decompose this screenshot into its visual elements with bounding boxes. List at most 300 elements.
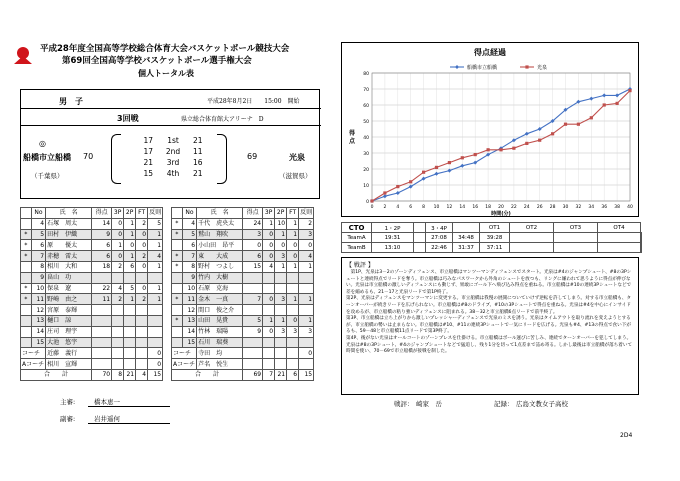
player-3p: 0 (112, 251, 124, 262)
total-fouls: 15 (299, 369, 314, 380)
data-point (422, 171, 425, 174)
player-name: 千代 虎央太 (197, 218, 243, 229)
player-fouls: 3 (299, 326, 314, 337)
player-ft (136, 272, 148, 283)
player-points: 18 (92, 261, 112, 272)
cto-value: 34:48 (453, 233, 480, 243)
cto-header-cell (414, 223, 426, 233)
player-3p (112, 305, 124, 316)
x-tick-label: 38 (614, 205, 620, 210)
cto-header-cell: 3・4P (426, 223, 453, 233)
player-row (21, 326, 163, 337)
starter-mark (21, 337, 32, 348)
cto-header-cell: CTO (342, 223, 372, 233)
player-number: 10 (31, 283, 45, 294)
x-tick-label: 2 (383, 205, 387, 210)
player-number: 9 (31, 272, 45, 283)
header-cell: 得点 (243, 208, 263, 219)
total-3p: 8 (112, 369, 124, 380)
staff-fouls: 0 (299, 348, 314, 359)
player-ft: 0 (136, 283, 148, 294)
player-name: 間口 俊之介 (197, 305, 243, 316)
data-point (460, 164, 464, 168)
x-tick-label: 8 (422, 205, 426, 210)
player-2p: 1 (275, 261, 287, 272)
starter-mark (21, 326, 32, 337)
staff-row (21, 359, 163, 370)
player-3p: 0 (112, 218, 124, 229)
player-points (92, 305, 112, 316)
total-ft: 4 (136, 369, 148, 380)
player-ft (287, 305, 299, 316)
cto-value (510, 243, 554, 253)
player-row (21, 315, 163, 326)
header-cell: FT (136, 208, 148, 219)
staff-empty (136, 359, 148, 370)
staff-empty (124, 359, 136, 370)
player-ft: 0 (136, 261, 148, 272)
starter-mark (21, 261, 32, 272)
player-points: 6 (92, 251, 112, 262)
x-tick-label: 10 (433, 205, 440, 210)
player-row (172, 283, 314, 294)
player-3p: 0 (112, 229, 124, 240)
x-tick-label: 4 (396, 205, 400, 210)
player-ft: 1 (287, 261, 299, 272)
player-points: 7 (243, 294, 263, 305)
period-b-score: 21 (193, 136, 203, 145)
player-2p: 1 (275, 229, 287, 240)
legend-label: 光泉 (537, 65, 548, 71)
starter-mark: * (172, 294, 183, 305)
data-point (603, 103, 606, 106)
data-point (525, 132, 529, 136)
staff-name: 芦名 悦生 (197, 359, 243, 370)
player-name: 竹内 大樹 (197, 272, 243, 283)
cto-team: TeamB (342, 243, 372, 253)
player-2p: 3 (275, 251, 287, 262)
data-point (590, 116, 593, 119)
cto-value (641, 243, 642, 253)
player-row (172, 251, 314, 262)
staff-empty (136, 348, 148, 359)
player-ft (136, 337, 148, 348)
team-a-name: 船橋市立船橋 (23, 153, 71, 162)
data-point (615, 93, 619, 97)
period-a-score: 17 (143, 147, 153, 156)
player-fouls: 1 (299, 294, 314, 305)
data-point (396, 185, 399, 188)
scorer-label: 記録： (494, 400, 514, 408)
cto-row (342, 233, 642, 243)
total-fouls: 15 (148, 369, 163, 380)
player-3p (263, 272, 275, 283)
player-fouls: 2 (299, 218, 314, 229)
player-row (21, 272, 163, 283)
total-3p: 7 (263, 369, 275, 380)
total-label: 合 計 (172, 369, 243, 380)
round-label: 3回戦 (117, 114, 139, 123)
commentary-box (341, 257, 639, 395)
player-2p (275, 337, 287, 348)
starter-mark: * (21, 229, 32, 240)
player-points: 9 (243, 326, 263, 337)
data-point (525, 142, 528, 145)
starter-mark: * (21, 251, 32, 262)
player-number: 7 (31, 251, 45, 262)
data-point (370, 199, 373, 202)
player-number: 4 (31, 218, 45, 229)
data-point (589, 97, 593, 101)
cto-value: 19:31 (372, 233, 414, 243)
player-2p: 1 (124, 229, 136, 240)
player-row (172, 240, 314, 251)
cto-value: 22:46 (426, 243, 453, 253)
player-name: 石川 瑞葵 (197, 337, 243, 348)
starter-mark (21, 218, 32, 229)
player-2p: 5 (124, 283, 136, 294)
header-cell: 反則 (300, 209, 313, 217)
header-cell (172, 208, 183, 219)
player-name: 樋口 諒 (46, 315, 92, 326)
player-number: 11 (182, 294, 196, 305)
period-label: 3rd (166, 158, 180, 167)
starter-mark: * (172, 261, 183, 272)
player-3p (263, 305, 275, 316)
player-row (172, 272, 314, 283)
player-row (21, 218, 163, 229)
y-tick-label: 40 (363, 136, 369, 141)
starter-mark: * (21, 294, 32, 305)
y-axis-label: 点 (348, 138, 356, 145)
header-cell: No (182, 208, 196, 219)
player-row (172, 229, 314, 240)
data-point (602, 93, 606, 97)
player-2p: 1 (124, 218, 136, 229)
header-cell: 2P (124, 208, 136, 219)
staff-name: 相川 宣輝 (46, 359, 92, 370)
chief-referee-label: 主審: (60, 398, 76, 406)
staff-name: 近藤 義行 (46, 348, 92, 359)
player-row (172, 261, 314, 272)
player-points (92, 326, 112, 337)
staff-empty (92, 348, 112, 359)
y-tick-label: 10 (363, 184, 369, 189)
data-point (396, 191, 400, 195)
player-name: 東 大成 (197, 251, 243, 262)
recorder-name: 崎家 岳 (416, 400, 442, 408)
player-ft: 0 (287, 315, 299, 326)
data-point (409, 180, 412, 183)
staff-fouls: 0 (148, 359, 163, 370)
header-cell: 得点 (92, 208, 112, 219)
team-a-pref: （千葉県） (31, 172, 64, 180)
header-cell: 反則 (149, 209, 162, 217)
player-3p (263, 283, 275, 294)
header-cell: 2P (275, 208, 287, 219)
starter-mark: * (21, 283, 32, 294)
player-ft: 1 (287, 229, 299, 240)
staff-fouls (299, 359, 314, 370)
cto-value (598, 243, 641, 253)
player-ft (136, 315, 148, 326)
period-row (133, 136, 219, 147)
player-row (21, 294, 163, 305)
player-fouls: 0 (299, 240, 314, 251)
period-scores (133, 136, 219, 180)
player-row (172, 337, 314, 348)
cto-value: 31:37 (453, 243, 480, 253)
player-number: 9 (182, 272, 196, 283)
cto-value: 27:08 (426, 233, 453, 243)
player-2p: 3 (275, 294, 287, 305)
x-tick-label: 14 (459, 205, 466, 210)
player-name: 畠山 功 (46, 272, 92, 283)
player-ft (287, 283, 299, 294)
period-label: 4th (166, 169, 180, 178)
data-point (383, 191, 386, 194)
player-ft: 0 (136, 240, 148, 251)
player-2p (275, 283, 287, 294)
total-ft: 6 (287, 369, 299, 380)
staff-role: コーチ (172, 348, 197, 359)
starter-mark: * (21, 240, 32, 251)
x-tick-label: 16 (472, 205, 479, 210)
player-fouls (299, 337, 314, 348)
commentary-heading: 【 戦評 】 (346, 262, 374, 269)
scorer-name: 広島文教女子高校 (516, 400, 568, 408)
x-tick-label: 34 (588, 205, 595, 210)
tournament-title: 平成28年度全国高等学校総合体育大会バスケットボール競技大会 (40, 44, 290, 54)
period-row (133, 158, 219, 169)
player-number: 13 (182, 315, 196, 326)
player-fouls: 1 (148, 261, 163, 272)
player-fouls: 4 (148, 251, 163, 262)
game-date: 平成28年8月2日 15:00 開始 (207, 98, 300, 105)
player-fouls (148, 305, 163, 316)
staff-empty (112, 348, 124, 359)
player-fouls: 3 (299, 229, 314, 240)
x-tick-label: 36 (601, 205, 608, 210)
player-ft: 2 (136, 251, 148, 262)
player-row (172, 294, 314, 305)
cto-header-cell: OT2 (510, 223, 554, 233)
cto-value (641, 233, 642, 243)
player-number: 4 (182, 218, 196, 229)
player-points (243, 272, 263, 283)
player-points (92, 315, 112, 326)
starter-mark (172, 337, 183, 348)
total-2p: 21 (275, 369, 287, 380)
player-fouls: 1 (299, 261, 314, 272)
header-cell: 氏 名 (46, 208, 92, 219)
cto-header-row (342, 223, 642, 233)
venue-label: 県立総合体育館大アリーナ D (181, 116, 264, 123)
x-tick-label: 26 (536, 205, 543, 210)
player-name: 野崎 由之 (46, 294, 92, 305)
player-3p: 1 (112, 240, 124, 251)
period-b-score: 21 (193, 169, 203, 178)
player-name: 田村 伊織 (46, 229, 92, 240)
x-tick-label: 6 (409, 205, 413, 210)
player-3p (112, 337, 124, 348)
player-name: 庄司 理宇 (46, 326, 92, 337)
period-row (133, 169, 219, 180)
player-2p: 1 (275, 315, 287, 326)
data-point (512, 147, 515, 150)
bracket-left (111, 134, 121, 184)
starter-mark (172, 240, 183, 251)
header-cell: 3P (112, 208, 124, 219)
starter-mark: * (172, 251, 183, 262)
data-point (499, 148, 502, 151)
player-row (21, 283, 163, 294)
x-tick-label: 20 (498, 205, 504, 210)
player-number: 15 (182, 337, 196, 348)
player-fouls (148, 315, 163, 326)
player-ft: 3 (287, 326, 299, 337)
starter-mark: * (172, 315, 183, 326)
association-logo (12, 44, 34, 66)
data-point (435, 166, 438, 169)
starter-mark (172, 283, 183, 294)
starter-mark (172, 305, 183, 316)
player-number: 13 (31, 315, 45, 326)
player-3p (112, 315, 124, 326)
player-row (21, 305, 163, 316)
y-tick-label: 70 (363, 88, 369, 93)
player-3p: 4 (263, 261, 275, 272)
chart-svg (342, 43, 638, 216)
player-points (243, 337, 263, 348)
player-ft (136, 326, 148, 337)
starter-mark (172, 326, 183, 337)
x-tick-label: 22 (511, 205, 517, 210)
data-point (551, 132, 554, 135)
player-row (21, 240, 163, 251)
player-fouls: 1 (299, 315, 314, 326)
staff-empty (263, 359, 275, 370)
data-point (538, 139, 541, 142)
cto-value (414, 233, 426, 243)
player-row (172, 218, 314, 229)
total-points: 70 (92, 369, 112, 380)
x-tick-label: 0 (370, 205, 374, 210)
player-number: 8 (182, 261, 196, 272)
player-points: 15 (243, 261, 263, 272)
player-number: 5 (182, 229, 196, 240)
player-name: 大池 悠宇 (46, 337, 92, 348)
player-2p: 0 (275, 240, 287, 251)
header-cell: FT (287, 208, 299, 219)
total-row (172, 369, 314, 380)
player-fouls: 5 (148, 218, 163, 229)
period-b-score: 16 (193, 158, 203, 167)
y-tick-label: 30 (363, 152, 369, 157)
cto-value (414, 243, 426, 253)
player-number: 12 (31, 305, 45, 316)
player-name: 原 優太 (46, 240, 92, 251)
player-fouls: 1 (148, 283, 163, 294)
staff-empty (263, 348, 275, 359)
player-points: 3 (243, 229, 263, 240)
player-points: 11 (92, 294, 112, 305)
player-3p: 0 (263, 240, 275, 251)
player-name: 石原 克海 (197, 283, 243, 294)
player-row (172, 326, 314, 337)
data-point (383, 194, 387, 198)
data-point (435, 172, 439, 176)
player-2p: 1 (124, 294, 136, 305)
cto-value (554, 233, 598, 243)
player-3p: 0 (263, 294, 275, 305)
team-a-total: 70 (83, 152, 94, 161)
x-tick-label: 40 (627, 205, 633, 210)
staff-row (172, 359, 314, 370)
cto-header-cell (453, 223, 480, 233)
staff-role: Aコーチ (22, 360, 45, 368)
sheet-title: 個人トータル表 (138, 69, 194, 78)
player-3p (112, 326, 124, 337)
staff-empty (287, 348, 299, 359)
game-info-box (20, 89, 320, 199)
player-ft (287, 272, 299, 283)
sub-referee-name: 岩井遥何 (94, 415, 120, 423)
data-point (577, 123, 580, 126)
staff-empty (243, 359, 263, 370)
player-2p (275, 272, 287, 283)
total-row (21, 369, 163, 380)
player-number: 14 (31, 326, 45, 337)
period-row (133, 147, 219, 158)
gender-label: 男 子 (59, 97, 83, 106)
player-number: 11 (31, 294, 45, 305)
header-cell: 氏 名 (197, 208, 243, 219)
x-tick-label: 24 (523, 205, 530, 210)
player-ft: 0 (287, 240, 299, 251)
sub-referee-label: 副審: (60, 415, 76, 423)
commentary-text: 第1P、光泉は3－2のゾーンディフェンス、市立船橋はマンツーマンディフェンスでスタート。光泉は#4のジャンプシュート、#8の3Pシュートと連続得点でリードを奪う。市立船橋は巧みなパスワークから外角のシュートを放つも、リングに嫌われて思うように得点が伸びない。光泉は市立船橋の激しいディフェンスにも動じず、果敢にゴール下へ飛び込み得点を重ねる。市立船橋は#10の連続3Pシュートなどで差を縮めるも、21－17と光泉リードで第1P終了。 第2P、光泉はディフェンスをマンツーマンに変更する。市立船橋は我慢の展開についていけず逆転を許してしまう。対する市立船橋も、ターンオーバーが続きリードを広げられない。市立船橋は#8のドライブ、#10の3Pシュートで得点を重ねる。光泉は#4を中心にインサイドを攻めるが、市立船橋の粘り強いディフェンスに阻まれる。38－32と市立船橋6点リードで前半終了。 第3P、市立船橋は立ち上がりから激しいプレッシャーディフェンスで光泉のミスを誘う。光泉はタイムアウトを取り流れを変えようとするが、市立船橋の勢いは止まらない。市立船橋は#10、#11の連続3Pシュートで一気にリードを広げる。光泉も#4、#13の得点で食い下がるも、59－48と市立船橋11点リードで第3P終了。 第4P、後がない光泉はオールコートのゾーンプレスを仕掛ける。市立船橋はボール運びに苦しみ、連続でターンオーバーを犯してしまう。光泉は#8の3Pシュート、#4のジャンプシュートなどで猛追し、残り1分を切って1点差まで詰め寄る。しかし最後は市立船橋が落ち着いて時間を使い、70－69で市立船橋が接戦を制した。 (346, 270, 633, 355)
player-fouls (148, 272, 163, 283)
player-row (172, 315, 314, 326)
player-ft: 2 (136, 218, 148, 229)
cto-row (342, 243, 642, 253)
staff-empty (275, 359, 287, 370)
chart-title: 得点経過 (474, 48, 506, 57)
player-2p: 1 (124, 251, 136, 262)
player-3p: 0 (263, 326, 275, 337)
staff-role: Aコーチ (173, 360, 196, 368)
cto-value (554, 243, 598, 253)
player-row (21, 251, 163, 262)
player-points (92, 272, 112, 283)
player-number: 12 (182, 305, 196, 316)
player-name: 赤穂 雷太 (46, 251, 92, 262)
legend-label: 船橋市立船橋 (467, 65, 498, 71)
x-tick-label: 12 (446, 205, 453, 210)
staff-empty (92, 359, 112, 370)
cto-value (510, 233, 554, 243)
circle-mark: ◎ (39, 139, 46, 148)
y-tick-label: 0 (366, 200, 369, 205)
x-tick-label: 18 (485, 205, 491, 210)
header-cell: No (31, 208, 45, 219)
period-b-score: 11 (193, 147, 203, 156)
player-points: 0 (243, 240, 263, 251)
player-fouls (299, 272, 314, 283)
player-number: 15 (31, 337, 45, 348)
header-cell: 3P (263, 208, 275, 219)
